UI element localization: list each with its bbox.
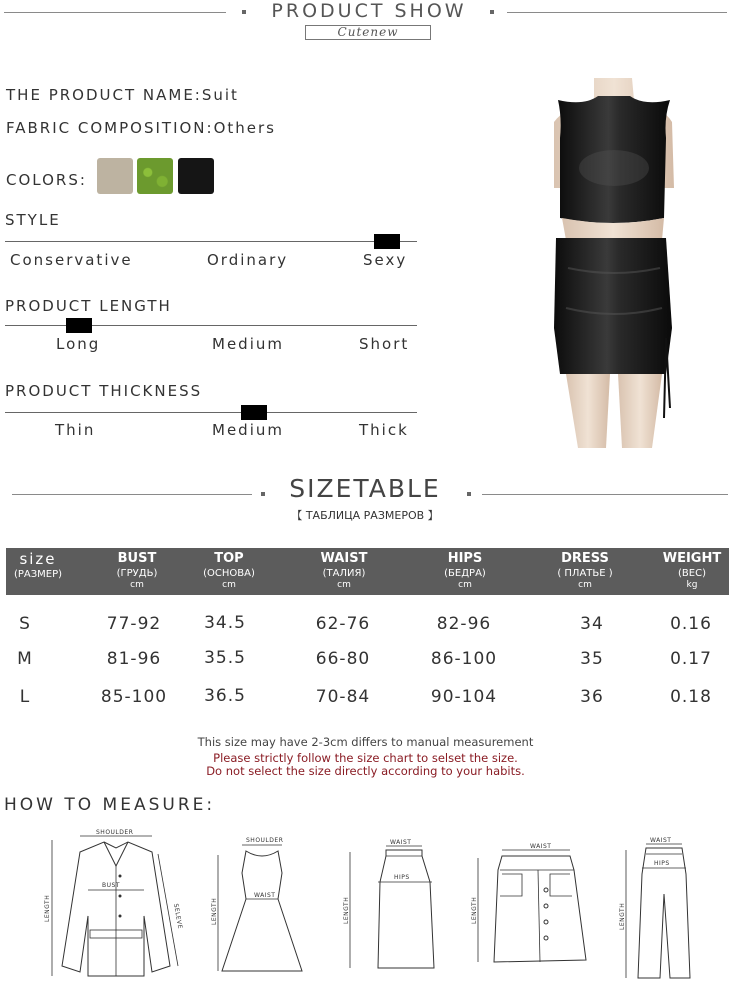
cell-hips: 90-104	[430, 687, 498, 707]
dress-diagram	[208, 833, 308, 977]
thickness-scale-line	[5, 412, 417, 413]
warning-note-1: Please strictly follow the size chart to selset the size.	[213, 751, 518, 765]
col-header-weight: WEIGHT (ВЕС) kg	[662, 551, 722, 590]
style-label-sexy: Sexy	[363, 251, 408, 269]
color-swatch-khaki[interactable]	[97, 158, 133, 194]
thickness-marker	[241, 405, 267, 420]
measurement-note: This size may have 2-3cm differs to manual measurement	[197, 735, 534, 749]
thickness-label-thick: Thick	[359, 421, 409, 439]
jacket-bust-label: BUST	[102, 882, 120, 889]
length-marker	[66, 318, 92, 333]
cell-dress: 36	[580, 687, 604, 707]
dress-shoulder-label: SHOULDER	[246, 837, 284, 844]
thickness-title: PRODUCT THICKNESS	[5, 382, 203, 400]
pants-length-label: LENGTH	[619, 902, 626, 930]
length-label-short: Short	[359, 335, 410, 353]
style-title: STYLE	[5, 211, 61, 229]
length-label-long: Long	[56, 335, 101, 353]
warning-note-2: Do not select the size directly according to your habits.	[206, 764, 525, 778]
pencil-skirt-diagram	[342, 836, 442, 976]
cell-bust: 81-96	[106, 649, 162, 669]
col-header-top: TOP (ОСНОВА) cm	[203, 551, 255, 590]
length-label-medium: Medium	[212, 335, 284, 353]
pants-diagram	[616, 834, 706, 982]
dress-waist-label: WAIST	[254, 892, 276, 899]
skirt-waist-label: WAIST	[390, 839, 412, 846]
cell-hips: 82-96	[436, 614, 492, 634]
mini-skirt-diagram	[466, 840, 606, 970]
skirt-hips-label: HIPS	[394, 874, 410, 881]
product-name: THE PRODUCT NAME:Suit	[6, 86, 239, 104]
pants-waist-label: WAIST	[650, 837, 672, 844]
header-line-right	[507, 12, 727, 13]
cell-top: 34.5	[204, 613, 246, 633]
mini-skirt-length-label: LENGTH	[471, 896, 478, 924]
jacket-diagram	[40, 826, 190, 982]
fabric-composition: FABRIC COMPOSITION:Others	[6, 119, 276, 137]
cell-weight: 0.16	[670, 614, 712, 634]
header-dot-right	[490, 10, 494, 14]
mini-skirt-waist-label: WAIST	[530, 843, 552, 850]
style-marker	[374, 234, 400, 249]
colors-label: COLORS:	[6, 171, 87, 189]
color-swatch-green[interactable]	[137, 158, 173, 194]
sizetable-dot-right	[467, 492, 471, 496]
cell-dress: 35	[580, 649, 604, 669]
dress-length-label: LENGTH	[211, 897, 218, 925]
sizetable-line-right	[482, 494, 728, 495]
jacket-sleeve-label: SELEVE	[172, 903, 184, 930]
cell-top: 35.5	[204, 648, 246, 668]
col-header-bust: BUST (ГРУДЬ) cm	[116, 551, 158, 590]
cell-hips: 86-100	[430, 649, 498, 669]
cell-waist: 66-80	[315, 649, 371, 669]
col-header-waist: WAIST (ТАЛИЯ) cm	[320, 551, 368, 590]
length-title: PRODUCT LENGTH	[5, 297, 172, 315]
cell-bust: 77-92	[106, 614, 162, 634]
col-header-hips: HIPS (БЕДРА) cm	[444, 551, 486, 590]
pants-hips-label: HIPS	[654, 860, 670, 867]
size-table-header	[6, 548, 729, 595]
header-line-left	[4, 12, 226, 13]
page-title: PRODUCT SHOW	[271, 0, 467, 22]
cell-size: S	[19, 614, 31, 634]
style-label-ordinary: Ordinary	[207, 251, 289, 269]
sizetable-line-left	[12, 494, 252, 495]
cell-size: L	[19, 687, 31, 707]
color-swatch-black[interactable]	[178, 158, 214, 194]
cell-bust: 85-100	[100, 687, 168, 707]
thickness-label-medium: Medium	[212, 421, 284, 439]
cell-size: M	[17, 649, 33, 669]
cell-top: 36.5	[204, 686, 246, 706]
cell-waist: 70-84	[315, 687, 371, 707]
cell-weight: 0.17	[670, 649, 712, 669]
jacket-shoulder-label: SHOULDER	[96, 829, 134, 836]
skirt-length-label: LENGTH	[343, 896, 350, 924]
jacket-length-label: LENGTH	[44, 894, 51, 922]
style-label-conservative: Conservative	[10, 251, 133, 269]
brand-label: Cutenew	[305, 25, 431, 40]
product-photo	[514, 78, 714, 456]
cell-weight: 0.18	[670, 687, 712, 707]
sizetable-title: SIZETABLE	[289, 474, 441, 503]
thickness-label-thin: Thin	[55, 421, 96, 439]
cell-waist: 62-76	[315, 614, 371, 634]
how-to-measure-title: HOW TO MEASURE:	[4, 795, 216, 815]
style-scale-line	[5, 241, 417, 242]
col-header-dress: DRESS ( ПЛАТЬЕ ) cm	[557, 551, 613, 590]
header-dot-left	[242, 10, 246, 14]
sizetable-dot-left	[261, 492, 265, 496]
col-header-size: size (РАЗМЕР)	[13, 550, 63, 580]
cell-dress: 34	[580, 614, 604, 634]
sizetable-subtitle: 【 ТАБЛИЦА РАЗМЕРОВ 】	[291, 509, 439, 522]
